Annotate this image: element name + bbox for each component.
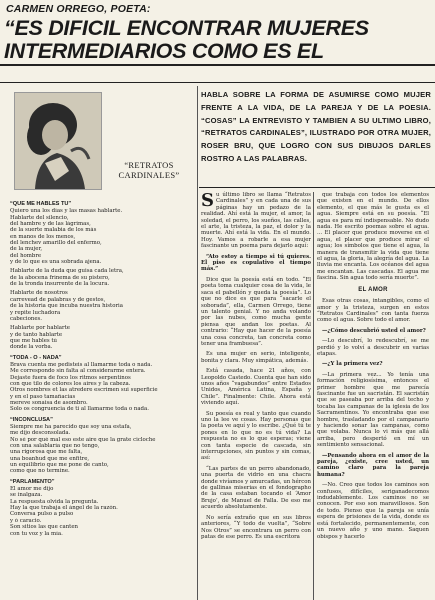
- poem-line: se inalgaza.: [10, 492, 43, 499]
- poem-line: Hay la que trabaja el ángel de la razón.: [10, 505, 118, 512]
- mid-rule: [0, 82, 435, 83]
- intro-underline: [199, 187, 435, 188]
- article-paragraph: “Ato estoy a tiempo si tú quieres. El piso es copulativo el tiempo más.”: [201, 253, 311, 273]
- poem-line: carrevead de palabras y de gestos,: [10, 296, 106, 303]
- column-divider: [197, 86, 198, 600]
- poem-line: en manos de los menos,: [10, 233, 76, 240]
- poem-line: un equilibrio que me pone de canto,: [10, 462, 109, 469]
- poem-line: que me hables tú: [10, 337, 58, 344]
- article-column-b: [317, 192, 429, 544]
- article-paragraph: Dice que la poesía está en todo. “El poeta toma cualquier cosa de la vida, le saca el pabellón y queda la poesía”. Lo que no dice es que para “sacarle el soborada”, ella, Carmen Orrego, tiene un talento genial. Y no anda volando por las nubes, como mucha gente piensa que andan los poetas. Al contrario: “Hay que hacer de la poesía una cosa concreta, tan concreta como tener una frambuesa”.: [201, 276, 311, 347]
- poem-line: y en el paso tamañacias: [10, 393, 76, 400]
- poem-line: y ó caracio.: [10, 517, 42, 524]
- article-paragraph: Es una mujer en serio, inteligente, bonita y clara. Muy simpática, además.: [201, 351, 311, 364]
- poem-line: No sé por qué mal eso este aire que la grate cicloche: [10, 436, 156, 443]
- poem-line: donde la vorba.: [10, 344, 53, 351]
- kicker: CARMEN ORREGO, POETA:: [6, 3, 151, 15]
- poem-line: y de tanto hablarte: [10, 331, 63, 338]
- poem-line: una boanhud que me enfitre,: [10, 455, 90, 462]
- poem-line: Otros nombres et las atredere escrimen sui superficie: [10, 387, 158, 394]
- headline-line-2: INTERMEDIARIOS COMO ES EL: [4, 39, 324, 63]
- poem-line: La respuesta olvida la pregunta.: [10, 498, 99, 505]
- poem-title: “PARLAMENTO”: [10, 478, 55, 485]
- article-paragraph: No sería extraño que en sus libros anteriores, “Y todo de vuelta”, “Sobre Nos Otros” se encontrara un perro con patas de ese perro. Es una escritora: [201, 514, 311, 540]
- headline-line-1: “ES DIFICIL ENCONTRAR MUJERES: [4, 17, 369, 40]
- article-paragraph: Está casada, hace 21 años, con Leopoldo Castedo. Cuenta que han sido unos años “vagabundos” entre Estados Unidos, América Latina, España y Chile”. Finalmente: Chile. Ahora está viviendo aquí.: [201, 368, 311, 407]
- section-subhead: EL AMOR: [358, 286, 388, 293]
- article-paragraph: Su poesía es real y tanto que cuando uno la lee ve cosas. Hay personas que la poeta ve aquí y lo escribe. ¿Qué tú te pones en lo que no es tú vida? La respuesta no es lo que esperas; viene con tanta especie de cascada, sin interrupciones, sin puntos y sin comas, así:: [201, 410, 311, 462]
- article-paragraph: Su último libro se llama “Retratos Cardinales” y en cada una de sus páginas hay un pedazo de la realidad. Ahí está la mujer, el amor, la soledad, el perro, los sueños, las calles, el arte, la tristeza, la paz, el dolor y la muerte. Ahí está la vida. En el mundo. Hoy. Vamos a robarle a esa mujer fascinante un poema para dejarlo aquí:: [201, 190, 311, 250]
- interview-question: —Pensando ahora en el amor de la pareja, ¿existe, cree usted, un camino claro para la pareja humana?: [317, 452, 429, 478]
- poem-line: Conversa pulso a pulso: [10, 511, 74, 518]
- poem-line: Hablarte de nosotros: [10, 290, 68, 297]
- poem-line: una rigorosa que me falta,: [10, 449, 83, 456]
- drop-cap: S: [201, 190, 214, 211]
- poem-line: Siempre me ha parecido que soy una estafa,: [10, 424, 132, 430]
- poem-line: de la suerte malabia de los más: [10, 227, 97, 234]
- poem-line: Son sitios las que canten: [10, 524, 79, 531]
- poem-line: Brava cuenta me pedisteis al llamarme toda o nada.: [10, 361, 153, 368]
- article-paragraph: —Lo descubrí, lo redescubrí, se me perdió y lo volví a descubrir en varias etapas.: [317, 338, 429, 357]
- poem-line: Solo os congruencia de ti al llamarme toda o nada.: [10, 406, 149, 413]
- portrait-photo: [14, 92, 102, 190]
- portrait-illustration: [15, 93, 101, 189]
- poem-line: de la mujer,: [10, 246, 43, 253]
- poem-line: del lenchev amarillo del enfermo,: [10, 240, 102, 247]
- poem-line: del hombre: [10, 252, 42, 259]
- poem-title: “QUE ME HABLES TU”: [10, 201, 72, 207]
- poem-line: Me correspondo sin falta al considerarme entera.: [10, 368, 146, 375]
- poem-line: como que no termine.: [10, 468, 70, 475]
- poem-line: de la historia que incuba nuestra historia: [10, 303, 123, 310]
- poems-block: [10, 197, 190, 537]
- poem-line: de la tronda insurrente de la locura.: [10, 281, 110, 288]
- headline: [4, 17, 435, 63]
- article-paragraph: que trabaja con todos los elementos que existen en el mundo. De ellos elemento, el que más le gusta es el agua. Siempre está en su poesía. “El agua es para mí indispensable. No dudo nada. He escrito poemas sobre el agua. ... El placer que produce moverse en el agua, el placer que produce mirar el agua; los símbolos que tiene el agua, la manera de transmitir la vida que tiene el agua, la gloria, la alegría del agua. La lluvia me encanta. Los océanos del agua me encantan. Las cascadas. El agua me fascina. Sin agua todo sería muerte”.: [317, 192, 429, 282]
- interview-question: —¿Cómo descubrió usted el amor?: [322, 327, 426, 334]
- poem-line: El amor me dijo: [10, 486, 54, 493]
- article-column-a: [201, 192, 311, 544]
- poem-line: Hablarte de la duda que guisa cada letra,: [10, 268, 124, 275]
- intro-paragraph: HABLA SOBRE LA FORMA DE ASUMIRSE COMO MUJER FRENTE A LA VIDA, DE LA PAREJA Y DE LA POESIA. “COSAS” LA ENTREVISTO Y TAMBIEN A SU ULTIMO LIBRO, “RETRATOS CARDINALES”, ILUSTRADO POR OTRA MUJER, ROSER BRU, QUE LOGRO CON SUS DIBUJOS DARLES ROSTRO A LAS PALABRAS.: [201, 90, 431, 163]
- poem-title: “TODA - O - NADA”: [10, 354, 62, 361]
- poem-line: de la abocena frinema de su pistero,: [10, 274, 110, 281]
- poem-line: cabeciones.: [10, 315, 43, 322]
- poem-line: y de lo que es una sobrada ajena.: [10, 259, 102, 266]
- top-rule: [0, 64, 435, 66]
- article-paragraph: Esas otras cosas, intangibles, como el amor y la tristeza, surgen en estos “Retratos Cardinales” con tanta fuerza como el agua. Sobre todo el amor.: [317, 298, 429, 324]
- article-paragraph: —La primera vez... Yo tenía una formación religiosísima, entonces el primer hombre que me parecía fascinante fue un sacristán. El sacristán que se paseaba por arriba del techo y tocaba las campanas de la iglesia de los Sacramentinos. Yo encontraba que ese hombre, trasladando por el campanario y haciendo sonar las campanas, como que volaba. Nunca lo vi más que allá arriba, pero despertó en mí un sentimiento sensacional.: [317, 371, 429, 449]
- column-divider-2: [313, 192, 314, 600]
- poem-line: Dejaste fuera de foco los ritmos serpentinos: [10, 374, 131, 381]
- photo-caption: “RETRATOS CARDINALES”: [118, 160, 180, 180]
- interview-question: —¿Y la primera vez?: [322, 361, 383, 368]
- article-paragraph: “Las partes de un perro abandonado, una puerta de vidrio en una chacra donde vivíamos y amurcadas, un hércon de gallinas miserias en el fondographo de la casa estaban tocando el ‘Amor Brujo’, de Manuel de Falla. De eso me acuerdo absolutamente.: [201, 465, 311, 511]
- poem-line: del hambre y de las lágrimas,: [10, 221, 91, 228]
- poem-line: con tu voz y la mía.: [10, 530, 63, 537]
- poem-line: con una salablaría que no tengo,: [10, 443, 100, 450]
- poem-title: “INCONCLUSA”: [10, 416, 53, 423]
- article-paragraph: —No. Creo que todos los caminos son confusos, difíciles, seriganadecomos indudablemente. Los caminos no se conocen. Por eso son maravillosos. Son de todo. Pienso que la pareja se unía espera de prisiones de la vida, donde es está fortalecido, permanentemente, con un nuevo año y uno mano. Saquen obispos y hacerlo: [317, 482, 429, 540]
- poem-line: me dijo desconsolada.: [10, 430, 71, 437]
- poem-line: mereve sonaisa de asombro.: [10, 399, 88, 406]
- poem-line: Hablarte por hablarte: [10, 325, 70, 332]
- poem-line: con que tilo de colores los aires y la cabeza.: [10, 380, 131, 387]
- poem-line: Hablarte del silencio,: [10, 214, 69, 221]
- poem-line: Quiero una los días y las masas hablarte.: [10, 208, 123, 215]
- poem-line: y repite luchadora: [10, 309, 61, 316]
